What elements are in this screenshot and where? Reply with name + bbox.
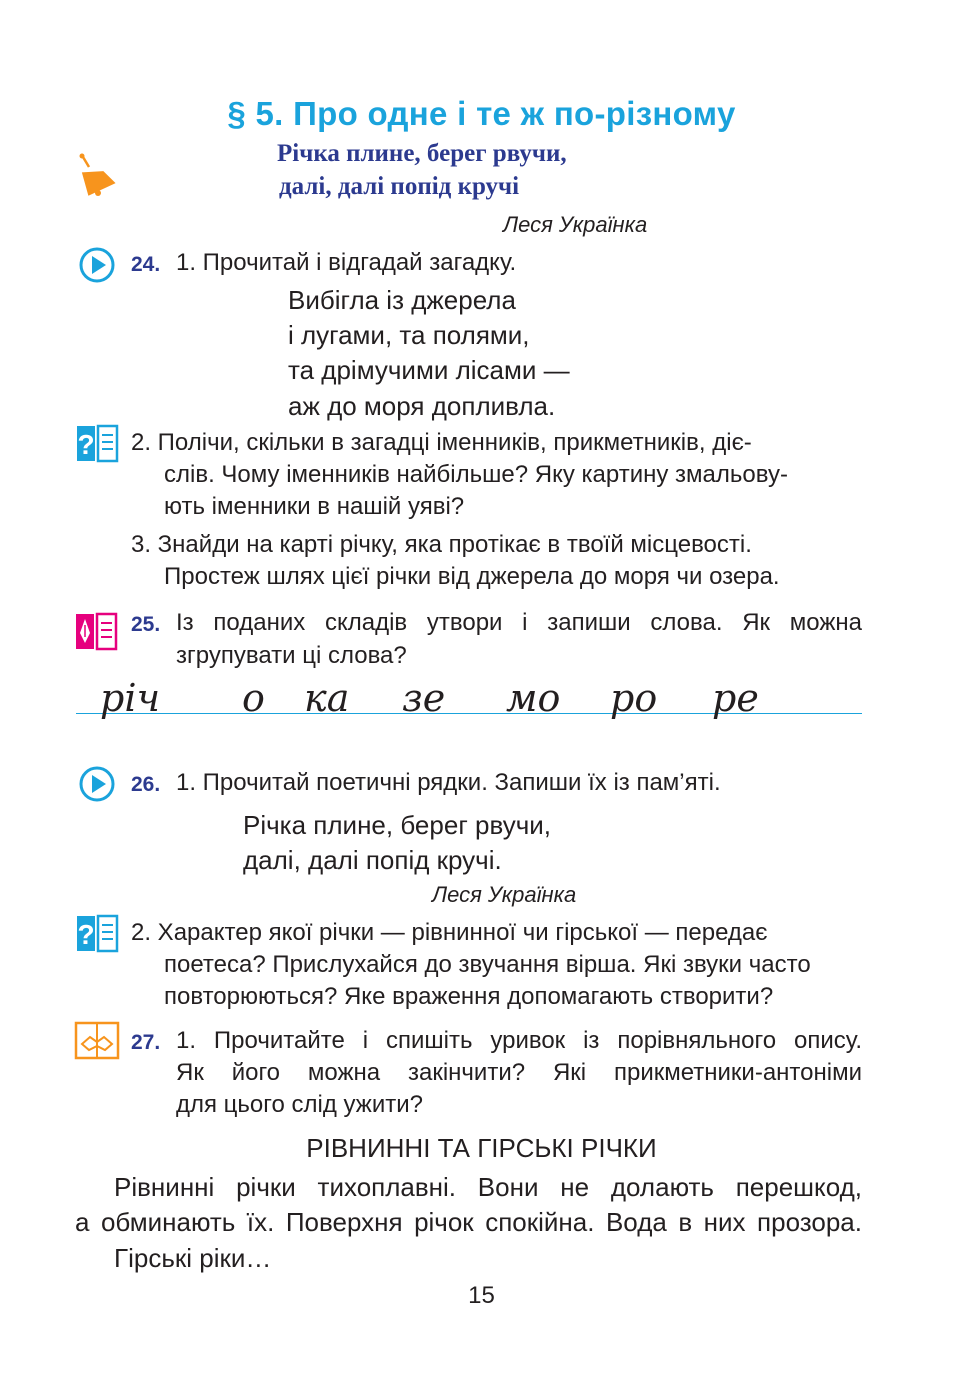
- exercise-27-task-1-line-2: Як його можна закінчити? Які прикметники-антоніми: [176, 1059, 862, 1086]
- riddle-line-1: Вибігла із джерела: [288, 285, 516, 315]
- exercise-27-task-1-line-1: 1. Прочитайте і спишіть уривок із порівняльного опису.: [176, 1027, 862, 1054]
- exercise-24-number: 24.: [131, 253, 161, 276]
- question-book-icon: [75, 423, 119, 463]
- exercise-24-task-3-line-2: Простеж шлях цієї річки від джерела до моря чи озера.: [164, 563, 780, 590]
- exercise-25-number: 25.: [131, 613, 161, 636]
- syllable-4: зе: [402, 676, 446, 720]
- body-line-3: Гірські ріки…: [114, 1243, 272, 1273]
- syllable-6: ро: [610, 676, 658, 720]
- syllable-1: річ: [100, 676, 161, 720]
- body-line-2: а обминають їх. Поверхня річок спокійна. Вода в них прозора.: [75, 1207, 862, 1237]
- epigraph-line-2: далі, далі попід кручі: [279, 173, 520, 200]
- riddle-line-2: і лугами, та полями,: [288, 320, 530, 350]
- exercise-26-task-2-line-3: повторюються? Яке враження допомагають створити?: [164, 983, 774, 1010]
- play-icon: [78, 246, 116, 284]
- text-heading: РІВНИННІ ТА ГІРСЬКІ РІЧКИ: [306, 1133, 657, 1163]
- exercise-26-task-2-line-1: 2. Характер якої річки — рівнинної чи гірської — передає: [131, 919, 768, 946]
- svg-text:?: ?: [77, 429, 95, 460]
- exercise-24-task-1: 1. Прочитай і відгадай загадку.: [176, 249, 517, 276]
- syllable-2: о: [242, 676, 265, 720]
- epigraph-line-1: Річка плине, берег рвучи,: [277, 140, 567, 167]
- syllable-5: мо: [506, 676, 561, 720]
- exercise-24-task-2-line-1: 2. Полічи, скільки в загадці іменників, прикметників, діє-: [131, 429, 752, 456]
- bell-icon: [76, 153, 118, 198]
- question-book-icon: [75, 913, 119, 953]
- syllable-3: ка: [304, 676, 350, 720]
- pen-book-icon: [74, 611, 118, 651]
- syllable-7: ре: [712, 676, 759, 720]
- exercise-25-text-line-2: згрупувати ці слова?: [176, 642, 407, 669]
- exercise-27-number: 27.: [131, 1031, 161, 1054]
- exercise-24-task-2-line-3: ють іменники в нашій уяві?: [164, 493, 465, 520]
- riddle-line-3: та дрімучими лісами —: [288, 355, 570, 385]
- epigraph-author: Леся Українка: [503, 212, 648, 237]
- exercise-26-task-1: 1. Прочитай поетичні рядки. Запиши їх із пам’яті.: [176, 769, 721, 796]
- play-icon: [78, 765, 116, 803]
- handshake-book-icon: [74, 1020, 120, 1060]
- exercise-24-task-2-line-2: слів. Чому іменників найбільше? Яку картину змальову-: [164, 461, 788, 488]
- svg-text:?: ?: [77, 919, 95, 950]
- riddle-line-4: аж до моря допливла.: [288, 391, 556, 421]
- poem-author: Леся Українка: [432, 882, 577, 907]
- exercise-27-task-1-line-3: для цього слід ужити?: [176, 1091, 423, 1118]
- poem-line-2: далі, далі попід кручі.: [243, 845, 502, 875]
- exercise-25-text-line-1: Із поданих складів утвори і запиши слова. Як можна: [176, 609, 862, 636]
- exercise-26-task-2-line-2: поетеса? Прислухайся до звучання вірша. Які звуки часто: [164, 951, 811, 978]
- page-number: 15: [468, 1282, 495, 1309]
- exercise-26-number: 26.: [131, 773, 161, 796]
- section-title: § 5. Про одне і те ж по-різному: [227, 95, 736, 132]
- body-line-1: Рівнинні річки тихоплавні. Вони не долають перешкод,: [114, 1172, 862, 1202]
- poem-line-1: Річка плине, берег рвучи,: [243, 810, 552, 840]
- exercise-24-task-3-line-1: 3. Знайди на карті річку, яка протікає в твоїй місцевості.: [131, 531, 752, 558]
